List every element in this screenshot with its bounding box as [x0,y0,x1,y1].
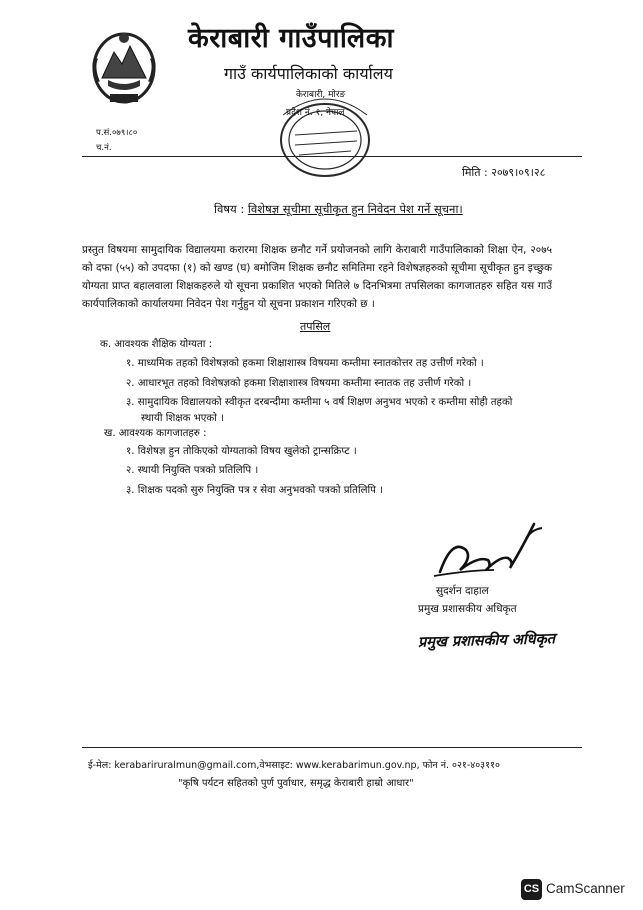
signatory-designation: प्रमुख प्रशासकीय अधिकृत [418,603,517,615]
footer-contact: ई-मेल: kerabariruralmun@gmail.com,वेभसाइट: www.kerabarimun.gov.np, फोन नं. ०२१-४०३११० [88,760,500,771]
designation-stamp: प्रमुख प्रशासकीय अधिकृत [417,631,556,651]
camscanner-logo-icon: CS [521,879,542,900]
footer-slogan: "कृषि पर्यटन सहितको पुर्ण पुर्वाधार, समृद्ध केराबारी हाम्रो आधार" [178,778,414,789]
list-item: १. माध्यमिक तहको विशेषज्ञको हकमा शिक्षाशास्त्र विषयमा कम्तीमा स्नातकोत्तर तह उत्तीर्ण गरेको । [126,358,484,369]
footer-divider [82,747,582,748]
section-kha-heading: ख. आवश्यक कागजातहरु : [104,428,207,439]
subject-text: विशेषज्ञ सूचीमा सूचीकृत हुन निवेदन पेश गर्ने सूचना। [247,202,463,216]
list-item: स्थायी शिक्षक भएको । [141,413,224,424]
signatory-name: सुदर्शन दाहाल [436,585,489,597]
list-item: ३. शिक्षक पदको सुरु नियुक्ति पत्र र सेवा अनुभवको पत्रको प्रतिलिपि । [126,485,384,496]
office-stamp-icon [265,85,390,185]
header-divider [82,156,582,157]
notice-date: मिति : २०७९।०९।२८ [462,166,546,179]
body-paragraph: प्रस्तुत विषयमा सामुदायिक विद्यालयमा करारमा शिक्षक छनौट गर्ने प्रयोजनको लागि केराबारी गाउँपालिकाको शिक्षा ऐन, २०७५ को दफा (५५) को उपदफा (१) को खण्ड (घ) बमोजिम शिक्षक छनौट समितिमा रहने विशेषज्ञहरुको सूचीमा सूचीकृत हुन इच्छुक योग्यता प्राप्त बहालवाला शिक्षकहरुले यो सूचना प्रकाशित भएको मितिले ७ दिनभित्रमा तपसिलका कागजातहरु सहित यस गाउँ कार्यपालिकाको कार्यालयमा निवेदन पेश गर्नुहुन यो सूचना प्रकाशन गरिएको छ । [82,244,552,310]
office-subtitle: गाउँ कार्यपालिकाको कार्यालय [224,64,393,83]
nepal-emblem-icon [88,28,160,108]
reference-number: प.सं.०७९।८० [96,128,138,138]
list-item: २. आधारभूत तहको विशेषज्ञको हकमा शिक्षाशास्त्र विषयमा कम्तीमा स्नातक तह उत्तीर्ण गरेको । [126,378,472,389]
handwritten-signature-icon [430,510,550,590]
tapasil-heading: तपसिल [300,320,331,333]
stamp-line-province: प्रदेश नं. १, नेपाल [286,108,345,118]
list-item: ३. सामुदायिक विद्यालयको स्वीकृत दरबन्दीमा कम्तीमा ५ वर्ष शिक्षण अनुभव भएको र कम्तीमा सोही तहको [126,397,513,408]
list-item: २. स्थायी नियुक्ति पत्रको प्रतिलिपि । [126,465,259,476]
dispatch-number: च.नं. [96,143,112,153]
stamp-line-address: केराबारी, मोरङ [296,90,346,100]
subject-label: विषय : [214,202,245,216]
camscanner-label: CamScanner [546,881,625,896]
list-item: १. विशेषज्ञ हुन तोकिएको योग्यताको विषय खुलेको ट्रान्सक्रिप्ट । [126,446,357,457]
office-title: केराबारी गाउँपालिका [188,23,394,54]
section-ka-heading: क. आवश्यक शैक्षिक योग्यता : [100,339,213,350]
subject-line [214,202,463,217]
